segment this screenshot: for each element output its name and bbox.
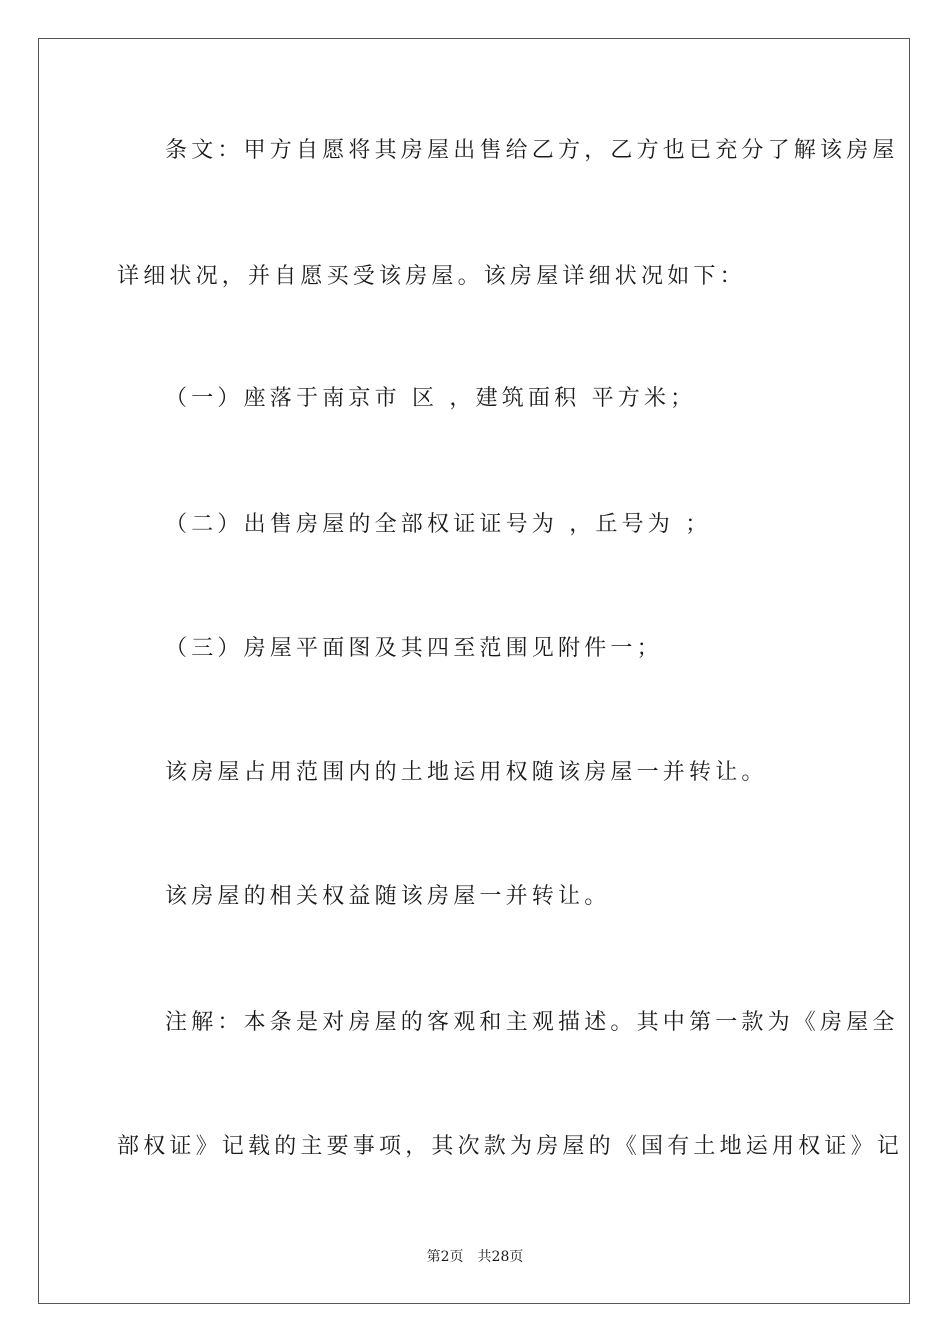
paragraph-line-8: 注解：本条是对房屋的客观和主观描述。其中第一款为《房屋全 [165,1010,899,1035]
paragraph-line-2: 详细状况，并自愿买受该房屋。该房屋详细状况如下： [117,264,746,289]
paragraph-line-6: 该房屋占用范围内的土地运用权随该房屋一并转让。 [165,760,768,785]
page-footer [0,1247,950,1267]
paragraph-line-1: 条文：甲方自愿将其房屋出售给乙方，乙方也已充分了解该房屋 [165,138,899,163]
page-border [38,38,910,1304]
paragraph-line-7: 该房屋的相关权益随该房屋一并转让。 [165,884,611,909]
paragraph-line-4: （二）出售房屋的全部权证证号为 ，丘号为 ； [165,512,712,537]
paragraph-line-9: 部权证》记载的主要事项，其次款为房屋的《国有土地运用权证》记 [117,1134,904,1159]
paragraph-line-5: （三）房屋平面图及其四至范围见附件一； [165,636,663,661]
page-number: 第2页 [426,1249,464,1265]
paragraph-line-3: （一）座落于南京市 区 ，建筑面积 平方米； [165,386,697,411]
page-total: 共28页 [477,1249,524,1265]
